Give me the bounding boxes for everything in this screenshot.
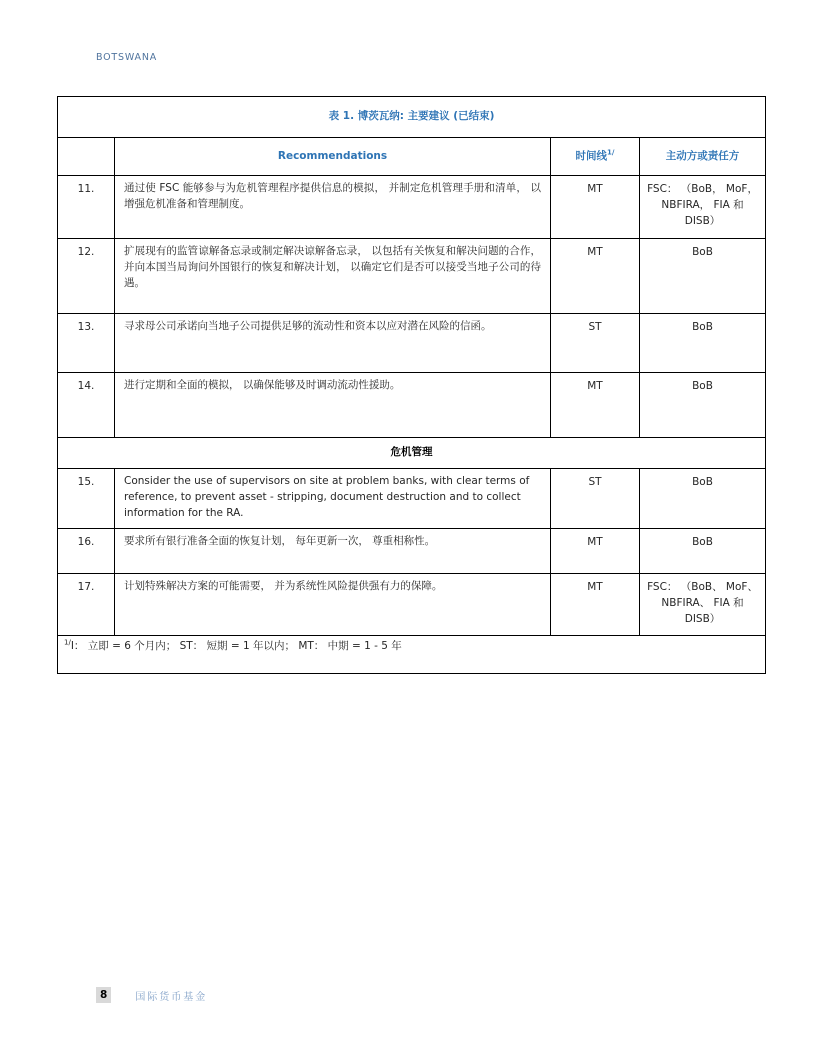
column-header-timeline: 时间线$^{1/}$ — [551, 138, 640, 176]
table-footnote — [58, 636, 766, 674]
timeline-value: MT — [551, 239, 640, 314]
table-row — [58, 239, 766, 314]
column-header-number — [58, 138, 115, 176]
section-header-crisis-management: 危机管理 — [58, 438, 766, 469]
column-header-responsible: 主动方或责任方 — [640, 138, 766, 176]
row-number: 11. — [58, 176, 115, 239]
recommendation-text: 通过使 FSC 能够参与为危机管理程序提供信息的模拟， 并制定危机管理手册和清单， 以增强危机准备和管理制度。 — [115, 176, 551, 239]
table-row — [58, 314, 766, 373]
responsible-value: BoB — [640, 469, 766, 529]
table-row — [58, 373, 766, 438]
responsible-value: BoB — [640, 373, 766, 438]
timeline-value: MT — [551, 176, 640, 239]
responsible-value: BoB — [640, 529, 766, 574]
page-footer — [96, 987, 207, 1003]
document-header-country: BOTSWANA — [96, 52, 158, 63]
column-header-recommendations: Recommendations — [115, 138, 551, 176]
table-row — [58, 574, 766, 636]
timeline-footnote-marker: 1/ — [607, 148, 615, 157]
recommendation-text: 计划特殊解决方案的可能需要， 并为系统性风险提供强有力的保障。 — [115, 574, 551, 636]
footer-publisher: 国际货币基金 — [135, 991, 208, 1003]
recommendation-text: 要求所有银行准备全面的恢复计划， 每年更新一次， 尊重相称性。 — [115, 529, 551, 574]
row-number: 16. — [58, 529, 115, 574]
timeline-value: ST — [551, 314, 640, 373]
table-footnote-row — [58, 636, 766, 674]
recommendation-text: Consider the use of supervisors on site at problem banks, with clear terms of reference, to prevent asset - stripping, document destruction and to collect information for the RA. — [115, 469, 551, 529]
row-number: 17. — [58, 574, 115, 636]
responsible-value: FSC： （BoB、 MoF、 NBFIRA、 FIA 和 DISB） — [640, 574, 766, 636]
recommendation-text: 进行定期和全面的模拟， 以确保能够及时调动流动性援助。 — [115, 373, 551, 438]
table-header-row — [58, 138, 766, 176]
responsible-value: FSC： （BoB， MoF， NBFIRA， FIA 和 DISB） — [640, 176, 766, 239]
recommendations-table — [57, 96, 766, 674]
footnote-marker: 1/ — [64, 638, 71, 647]
timeline-value: MT — [551, 529, 640, 574]
recommendation-text: 扩展现有的监管谅解备忘录或制定解决谅解备忘录， 以包括有关恢复和解决问题的合作， 并向本国当局询问外国银行的恢复和解决计划， 以确定它们是否可以接受当地子公司的待遇。 — [115, 239, 551, 314]
timeline-value: MT — [551, 373, 640, 438]
responsible-value: BoB — [640, 314, 766, 373]
row-number: 13. — [58, 314, 115, 373]
row-number: 14. — [58, 373, 115, 438]
table-row — [58, 529, 766, 574]
table-title-row — [58, 97, 766, 138]
row-number: 15. — [58, 469, 115, 529]
table-row — [58, 469, 766, 529]
table-title: 表 1. 博茨瓦纳: 主要建议 (已结束) — [58, 97, 766, 138]
recommendation-text: 寻求母公司承诺向当地子公司提供足够的流动性和资本以应对潜在风险的信函。 — [115, 314, 551, 373]
page-number: 8 — [96, 987, 111, 1003]
responsible-value: BoB — [640, 239, 766, 314]
row-number: 12. — [58, 239, 115, 314]
table-section-row — [58, 438, 766, 469]
timeline-value: ST — [551, 469, 640, 529]
table-row — [58, 176, 766, 239]
timeline-value: MT — [551, 574, 640, 636]
footnote-text: I： 立即 = 6 个月内； ST： 短期 = 1 年以内； MT： 中期 = 1 - 5 年 — [70, 640, 402, 652]
